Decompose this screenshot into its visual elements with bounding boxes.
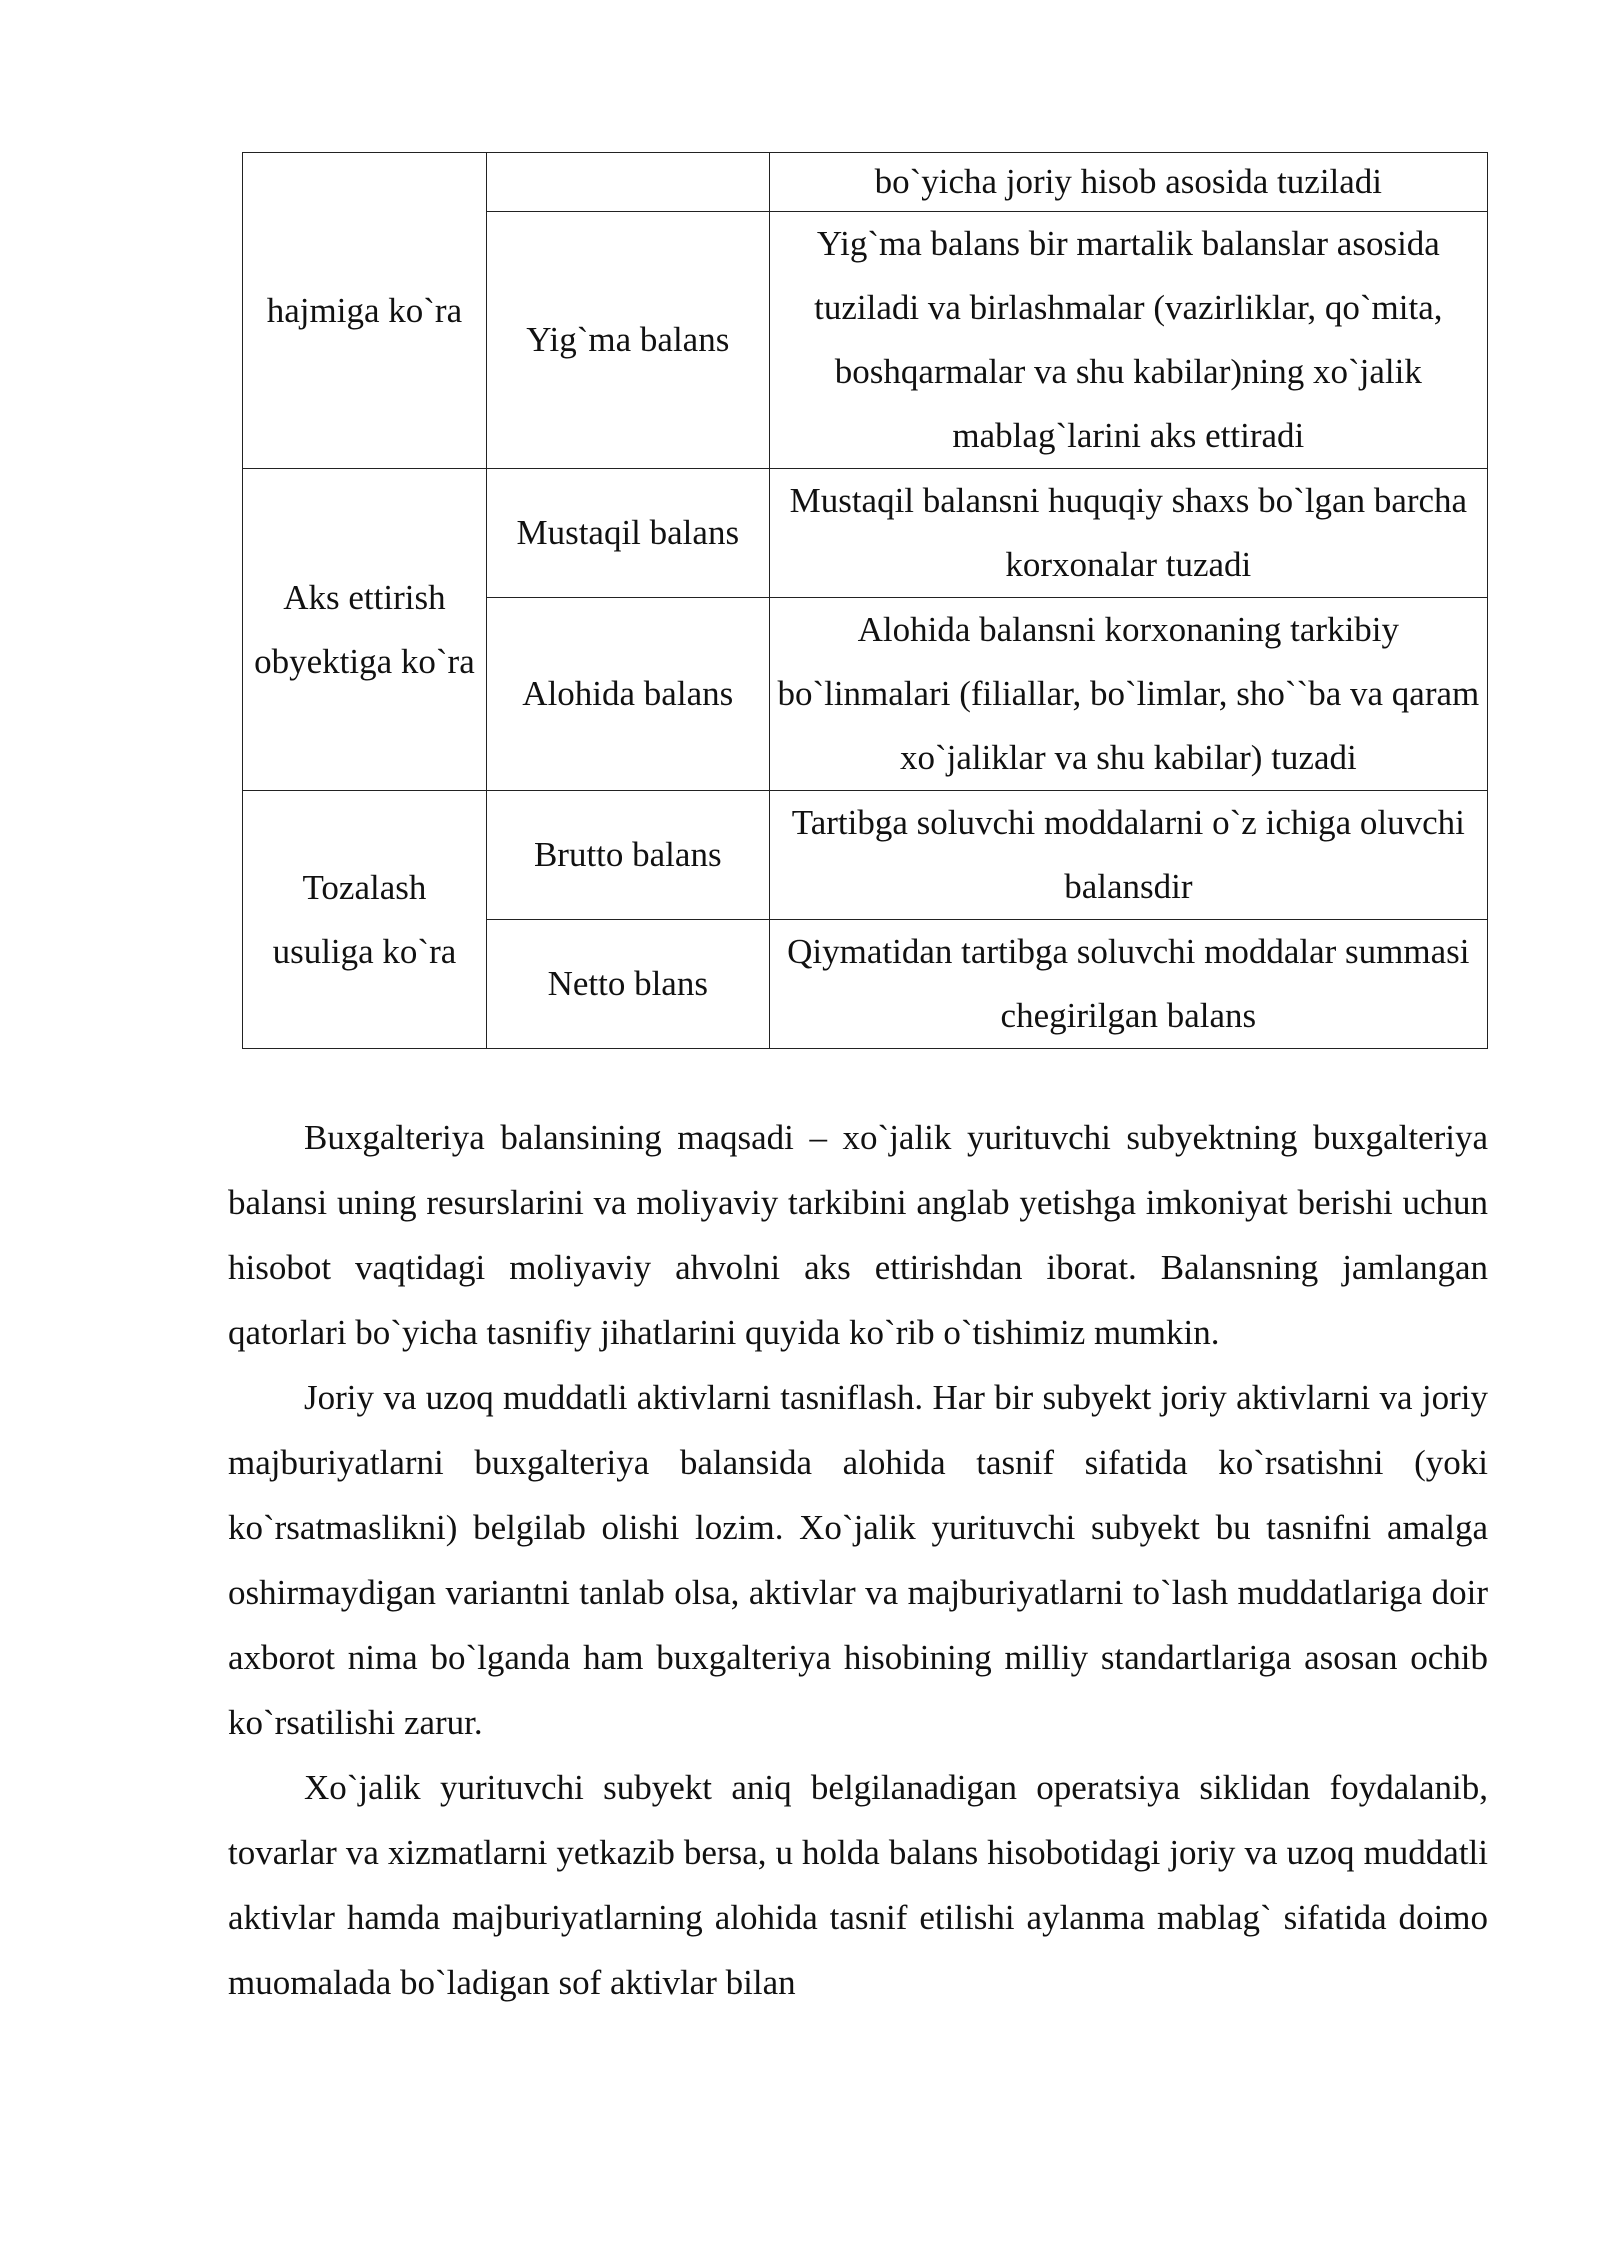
body-text <box>228 1105 1488 2015</box>
type-cell: Brutto balans <box>486 791 769 920</box>
description-cell: Mustaqil balansni huquqiy shaxs bo`lgan barcha korxonalar tuzadi <box>769 469 1487 598</box>
group-cell: hajmiga ko`ra <box>243 153 487 469</box>
paragraph: Buxgalteriya balansining maqsadi – xo`jalik yurituvchi subyektning buxgalteriya balansi uning resurslarini va moliyaviy tarkibini anglab yetishga imkoniyat berishi uchun hisobot vaqtidagi moliyaviy ahvolni aks ettirishdan iborat. Balansning jamlangan qatorlari bo`yicha tasnifiy jihatlarini quyida ko`rib o`tishimiz mumkin. <box>228 1118 1488 1352</box>
type-cell: Netto blans <box>486 920 769 1049</box>
group-cell: Tozalash usuliga ko`ra <box>243 791 487 1049</box>
paragraph: Joriy va uzoq muddatli aktivlarni tasniflash. Har bir subyekt joriy aktivlarni va joriy majburiyatlarni buxgalteriya balansida alohida tasnif sifatida ko`rsatishni (yoki ko`rsatmaslikni) belgilab olishi lozim. Xo`jalik yurituvchi subyekt bu tasnifni amalga oshirmaydigan variantni tanlab olsa, aktivlar va majburiyatlarni to`lash muddatlariga doir axborot nima bo`lganda ham buxgalteriya hisobining milliy standartlariga asosan ochib ko`rsatilishi zarur. <box>228 1378 1488 1742</box>
balance-classification-table <box>242 152 1488 1049</box>
type-cell: Alohida balans <box>486 598 769 791</box>
group-cell: Aks ettirish obyektiga ko`ra <box>243 469 487 791</box>
description-cell: Qiymatidan tartibga soluvchi moddalar summasi chegirilgan balans <box>769 920 1487 1049</box>
table-row <box>243 791 1488 920</box>
type-cell: Mustaqil balans <box>486 469 769 598</box>
table-row <box>243 153 1488 212</box>
description-cell: bo`yicha joriy hisob asosida tuziladi <box>769 153 1487 212</box>
description-cell: Yig`ma balans bir martalik balanslar asosida tuziladi va birlashmalar (vazirliklar, qo`mita, boshqarmalar va shu kabilar)ning xo`jalik mablag`larini aks ettiradi <box>769 212 1487 469</box>
type-cell <box>486 153 769 212</box>
description-cell: Tartibga soluvchi moddalarni o`z ichiga oluvchi balansdir <box>769 791 1487 920</box>
type-cell: Yig`ma balans <box>486 212 769 469</box>
paragraph: Xo`jalik yurituvchi subyekt aniq belgilanadigan operatsiya siklidan foydalanib, tovarlar va xizmatlarni yetkazib bersa, u holda balans hisobotidagi joriy va uzoq muddatli aktivlar hamda majburiyatlarning alohida tasnif etilishi aylanma mablag` sifatida doimo muomalada bo`ladigan sof aktivlar bilan <box>228 1768 1488 2002</box>
table-row <box>243 469 1488 598</box>
description-cell: Alohida balansni korxonaning tarkibiy bo`linmalari (filiallar, bo`limlar, sho``ba va qaram xo`jaliklar va shu kabilar) tuzadi <box>769 598 1487 791</box>
